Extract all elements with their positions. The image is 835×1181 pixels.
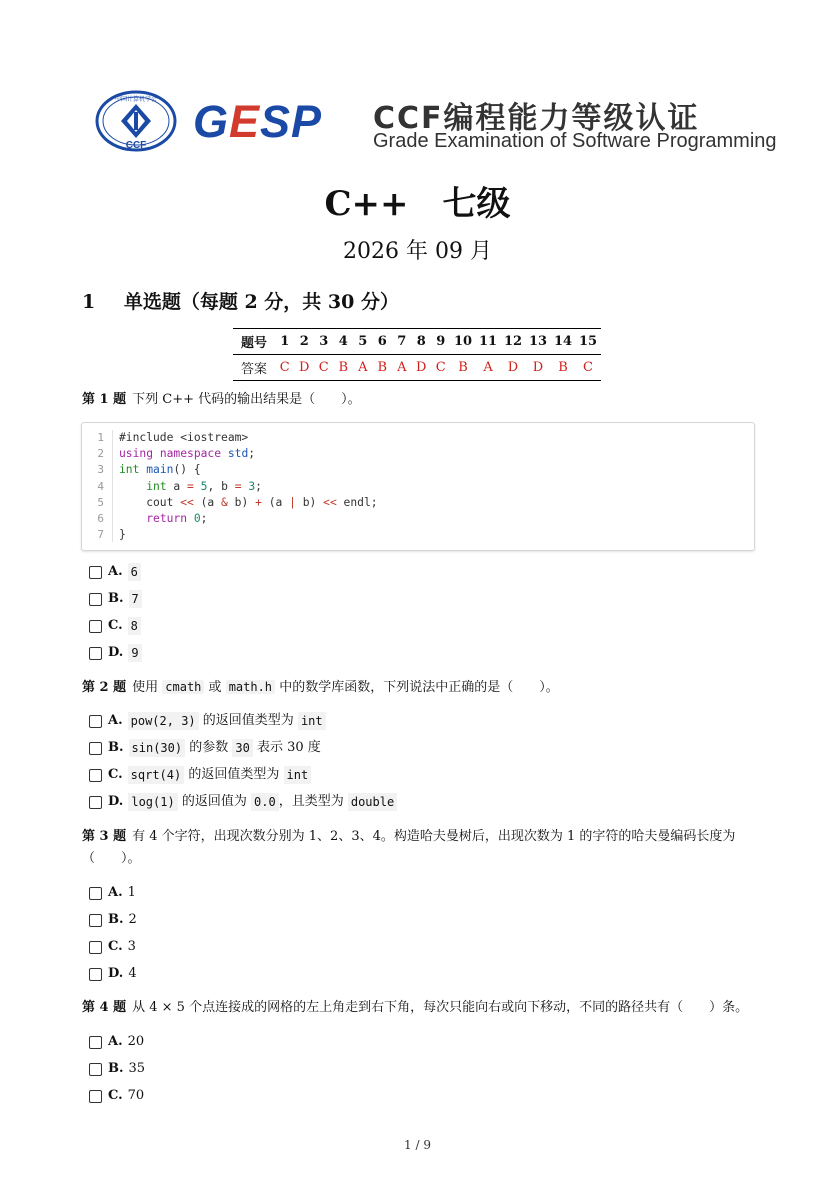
answer-cell: B: [334, 355, 354, 381]
option-text: 表示 30 度: [256, 740, 321, 755]
checkbox[interactable]: [89, 566, 102, 579]
inline-code: log(1): [128, 793, 177, 811]
question-number-cell: 9: [431, 329, 451, 355]
option-value: 4: [128, 966, 137, 981]
option-3c[interactable]: [89, 938, 136, 956]
option-label: D.: [108, 966, 124, 981]
answer-cell: C: [314, 355, 334, 381]
option-1d[interactable]: [89, 644, 142, 662]
question-number-cell: 4: [334, 329, 354, 355]
answer-cell: B: [551, 355, 576, 381]
answer-cell: D: [412, 355, 432, 381]
code-block: [81, 422, 755, 551]
option-text: ，且类型为: [278, 794, 344, 809]
question-text: 下列 C++ 代码的输出结果是（ ）。: [132, 392, 361, 407]
question-number-cell: 15: [576, 329, 601, 355]
option-label: D.: [108, 794, 124, 809]
option-3b[interactable]: [89, 911, 137, 929]
question-3: [82, 828, 735, 846]
section-label: 单选题（每题 2 分，共 30 分）: [123, 291, 399, 313]
section-heading: [82, 287, 399, 314]
option-value: 1: [127, 885, 136, 900]
inline-code: int: [298, 712, 326, 730]
option-label: C.: [108, 618, 123, 633]
code-line: int main() {: [119, 463, 201, 477]
option-label: A.: [108, 713, 123, 728]
question-1: [82, 391, 361, 409]
option-4c[interactable]: [89, 1087, 144, 1105]
question-number-cell: 13: [526, 329, 551, 355]
code-line: return 0;: [146, 511, 208, 525]
checkbox[interactable]: [89, 715, 102, 728]
checkbox[interactable]: [89, 647, 102, 660]
question-number: 第 1 题: [82, 392, 127, 407]
question-number-cell: 1: [275, 329, 295, 355]
option-value: 35: [128, 1061, 146, 1076]
checkbox[interactable]: [89, 796, 102, 809]
checkbox[interactable]: [89, 742, 102, 755]
ccf-logo-text: 中国计算机学会: [114, 96, 158, 103]
question-number-cell: 14: [551, 329, 576, 355]
option-value: 2: [128, 912, 137, 927]
line-number: 1: [97, 431, 104, 444]
question-number-cell: 11: [476, 329, 501, 355]
checkbox[interactable]: [89, 968, 102, 981]
option-text: 的返回值类型为: [188, 767, 280, 782]
option-label: C.: [108, 939, 123, 954]
brand-title: CCF编程能力等级认证: [373, 101, 700, 136]
exam-title: C++ 七级: [324, 184, 511, 224]
page-number: 1 / 9: [404, 1138, 431, 1152]
line-number: 2: [97, 447, 104, 461]
option-1a[interactable]: [89, 563, 141, 581]
line-numbers: [82, 430, 113, 542]
question-number-cell: 6: [373, 329, 393, 355]
inline-code: 0.0: [251, 793, 279, 811]
question-number-cell: 8: [412, 329, 432, 355]
option-4a[interactable]: [89, 1033, 144, 1051]
code-line: using namespace std;: [119, 447, 256, 461]
option-text: 的返回值类型为: [202, 713, 294, 728]
checkbox[interactable]: [89, 1090, 102, 1103]
question-2: [82, 678, 559, 697]
question-4: [82, 999, 748, 1017]
option-value: 9: [128, 644, 141, 662]
option-label: A.: [108, 1034, 123, 1049]
inline-code: sin(30): [129, 739, 186, 757]
option-2a[interactable]: [89, 712, 326, 730]
option-1b[interactable]: [89, 590, 142, 608]
checkbox[interactable]: [89, 620, 102, 633]
question-number-cell: 5: [353, 329, 373, 355]
answer-cell: B: [373, 355, 393, 381]
table-header-answer: 答案: [233, 355, 275, 381]
question-text: 使用: [132, 680, 159, 695]
exam-date: 2026 年 09 月: [343, 239, 492, 264]
answer-cell: C: [576, 355, 601, 381]
option-2c[interactable]: [89, 766, 311, 784]
inline-code: sqrt(4): [128, 766, 185, 784]
option-label: C.: [108, 767, 123, 782]
inline-code: math.h: [226, 680, 275, 694]
question-number-cell: 3: [314, 329, 334, 355]
gesp-logo: GESP: [193, 96, 323, 147]
question-3-continued: （ ）。: [82, 851, 141, 866]
question-number: 第 3 题: [82, 829, 127, 844]
question-number-cell: 12: [501, 329, 526, 355]
option-label: B.: [108, 1061, 124, 1076]
code-line: }: [119, 528, 126, 542]
question-number-cell: 10: [451, 329, 476, 355]
code-lines: [119, 430, 378, 543]
question-number-cell: 2: [295, 329, 315, 355]
option-value: 20: [127, 1034, 145, 1049]
question-number-cell: 7: [392, 329, 412, 355]
inline-code: double: [348, 793, 397, 811]
option-3d[interactable]: [89, 965, 137, 983]
inline-code: cmath: [162, 680, 204, 694]
option-label: B.: [108, 591, 124, 606]
code-line: cout << (a & b) + (a | b) << endl;: [119, 495, 378, 509]
code-line: int a = 5, b = 3;: [146, 479, 262, 493]
option-value: 3: [127, 939, 136, 954]
brand-subtitle: Grade Examination of Software Programming: [373, 130, 777, 152]
line-number: 5: [97, 495, 104, 509]
line-number: 3: [97, 463, 104, 477]
checkbox[interactable]: [89, 1063, 102, 1076]
answer-cell: A: [392, 355, 412, 381]
ccf-logo-abbr: CCF: [125, 140, 147, 151]
answer-cell: C: [431, 355, 451, 381]
option-text: 的返回值为: [181, 794, 247, 809]
option-label: B.: [108, 740, 124, 755]
answer-cell: B: [451, 355, 476, 381]
question-text: 或: [208, 680, 222, 695]
table-header-number: 题号: [233, 329, 275, 355]
option-label: B.: [108, 912, 124, 927]
checkbox[interactable]: [89, 1036, 102, 1049]
option-value: 8: [128, 617, 141, 635]
question-text: 从 4 × 5 个点连接成的网格的左上角走到右下角，每次只能向右或向下移动，不同的路径共有（ ）条。: [132, 1000, 749, 1015]
ccf-logo: [95, 90, 177, 152]
section-number: 1: [82, 291, 96, 313]
question-text: 中的数学库函数，下列说法中正确的是（ ）。: [279, 680, 559, 695]
checkbox[interactable]: [89, 887, 102, 900]
inline-code: pow(2, 3): [128, 712, 199, 730]
option-value: 7: [129, 590, 142, 608]
checkbox[interactable]: [89, 593, 102, 606]
line-number: 6: [97, 511, 104, 525]
option-label: A.: [108, 564, 123, 579]
question-text: 有 4 个字符，出现次数分别为 1、2、3、4。构造哈夫曼树后，出现次数为 1 的字符的哈夫曼编码长度为: [132, 829, 736, 844]
option-text: 的参数: [189, 740, 229, 755]
option-2d[interactable]: [89, 793, 397, 811]
checkbox[interactable]: [89, 941, 102, 954]
inline-code: 30: [232, 739, 252, 757]
line-number: 4: [97, 479, 104, 493]
option-value: 6: [128, 563, 141, 581]
option-3a[interactable]: [89, 884, 136, 902]
question-number: 第 2 题: [82, 680, 127, 695]
option-4b[interactable]: [89, 1060, 145, 1078]
option-value: 70: [127, 1088, 145, 1103]
answer-cell: D: [526, 355, 551, 381]
question-number: 第 4 题: [82, 1000, 127, 1015]
option-1c[interactable]: [89, 617, 141, 635]
answer-table: [233, 328, 601, 381]
option-label: A.: [108, 885, 123, 900]
answer-cell: C: [275, 355, 295, 381]
answer-cell: A: [353, 355, 373, 381]
answer-cell: D: [295, 355, 315, 381]
line-number: 7: [97, 528, 104, 542]
option-2b[interactable]: [89, 739, 321, 757]
option-label: C.: [108, 1088, 123, 1103]
answer-cell: A: [476, 355, 501, 381]
inline-code: int: [284, 766, 312, 784]
option-label: D.: [108, 645, 124, 660]
checkbox[interactable]: [89, 769, 102, 782]
code-line: #include <iostream>: [119, 431, 249, 444]
checkbox[interactable]: [89, 914, 102, 927]
answer-cell: D: [501, 355, 526, 381]
